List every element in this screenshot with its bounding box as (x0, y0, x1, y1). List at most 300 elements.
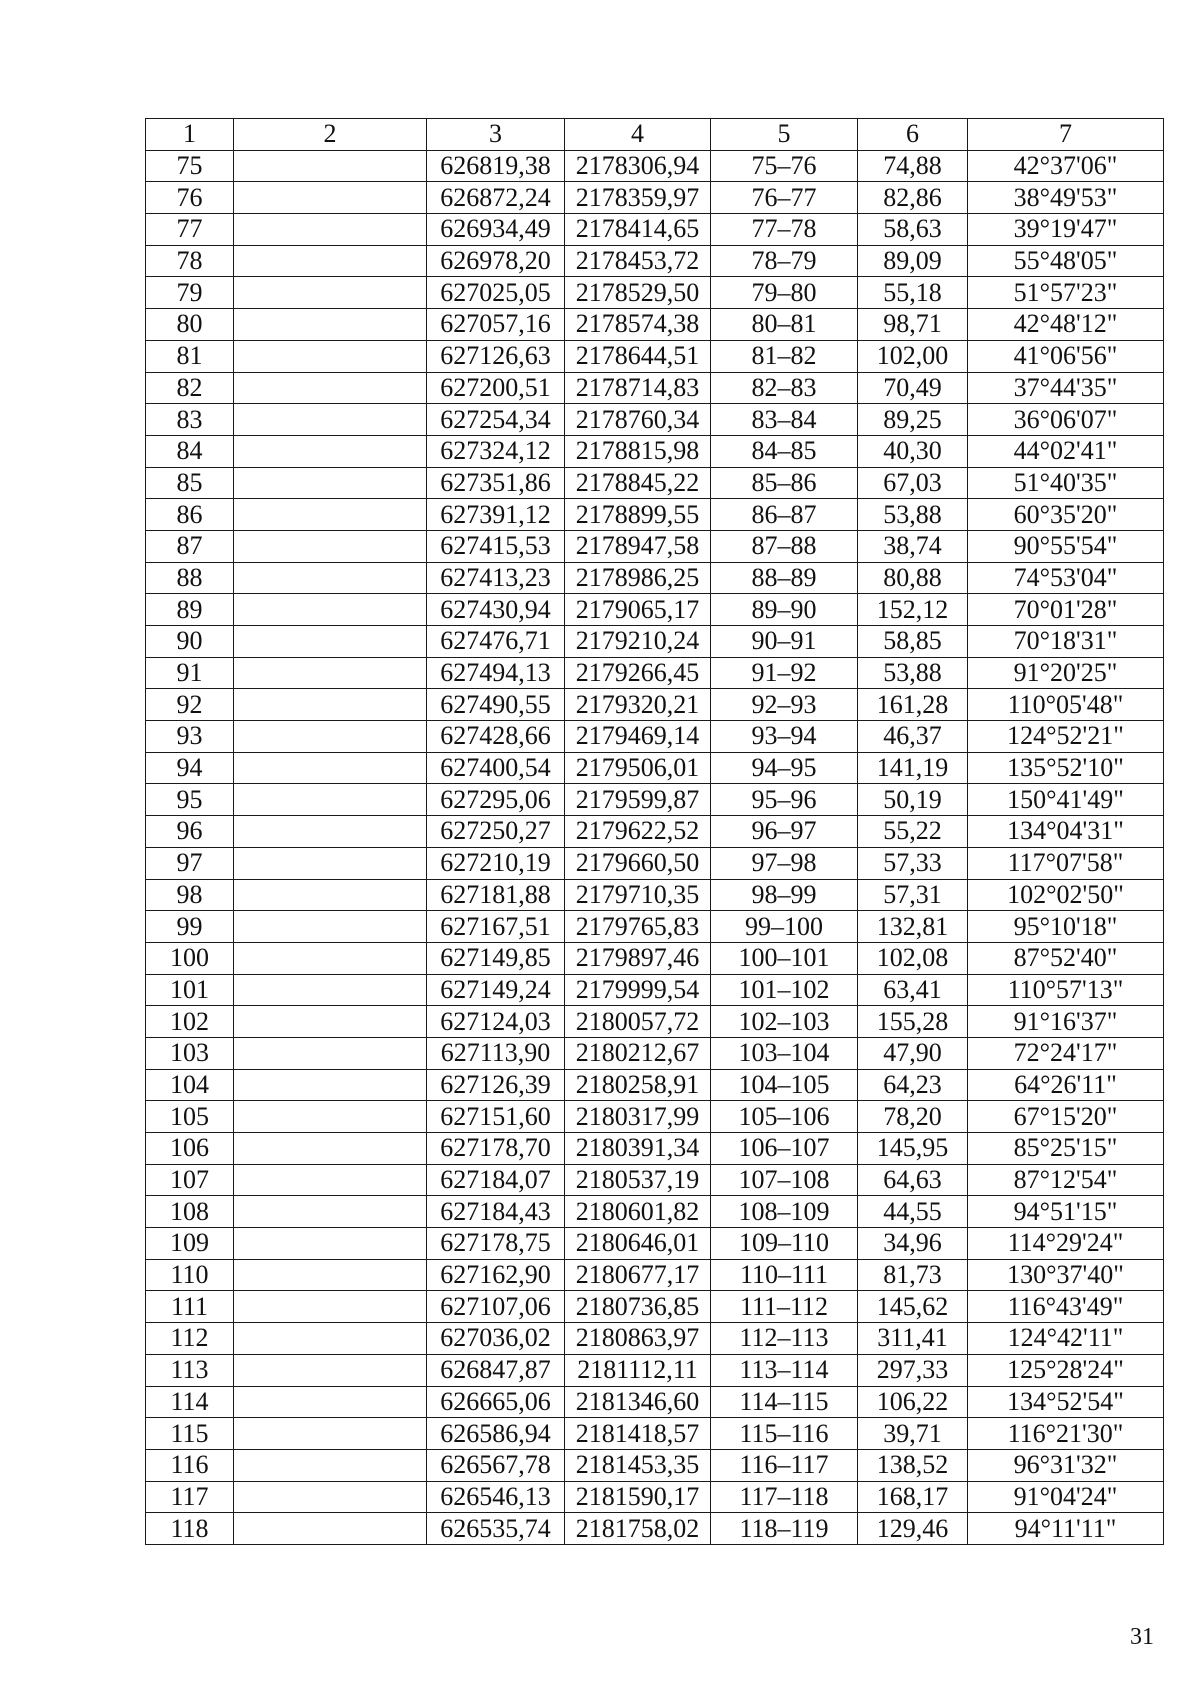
table-cell: 626546,13 (427, 1481, 565, 1513)
table-cell: 627391,12 (427, 499, 565, 531)
table-row (146, 847, 1164, 879)
table-cell: 113–114 (711, 1354, 858, 1386)
table-cell: 57,31 (858, 879, 968, 911)
table-cell: 2179622,52 (565, 816, 711, 848)
table-row (146, 1228, 1164, 1260)
table-cell: 91 (146, 657, 234, 689)
table-cell (234, 879, 427, 911)
table-cell: 2179320,21 (565, 689, 711, 721)
table-cell: 627057,16 (427, 309, 565, 341)
table-row (146, 1386, 1164, 1418)
table-cell: 627413,23 (427, 562, 565, 594)
table-cell: 38,74 (858, 530, 968, 562)
table-row (146, 689, 1164, 721)
table-cell (234, 1037, 427, 1069)
table-cell: 64,63 (858, 1164, 968, 1196)
table-cell: 627351,86 (427, 467, 565, 499)
table-cell: 2178453,72 (565, 245, 711, 277)
page-number: 31 (1130, 1624, 1154, 1650)
table-cell: 116°21'30" (968, 1418, 1164, 1450)
table-cell: 627167,51 (427, 911, 565, 943)
table-cell: 297,33 (858, 1354, 968, 1386)
table-cell: 70°01'28" (968, 594, 1164, 626)
table-cell: 2178845,22 (565, 467, 711, 499)
table-cell: 627200,51 (427, 372, 565, 404)
table-cell: 42°37'06" (968, 150, 1164, 182)
table-cell: 100 (146, 942, 234, 974)
table-cell: 627149,24 (427, 974, 565, 1006)
table-cell: 626819,38 (427, 150, 565, 182)
table-cell: 626567,78 (427, 1449, 565, 1481)
table-row (146, 1449, 1164, 1481)
table-cell: 55,18 (858, 277, 968, 309)
table-cell: 51°40'35" (968, 467, 1164, 499)
table-row (146, 1006, 1164, 1038)
table-row (146, 214, 1164, 246)
table-cell: 53,88 (858, 657, 968, 689)
table-row (146, 1354, 1164, 1386)
table-cell: 2178359,97 (565, 182, 711, 214)
table-cell: 155,28 (858, 1006, 968, 1038)
table-cell: 38°49'53" (968, 182, 1164, 214)
table-cell (234, 1418, 427, 1450)
table-cell (234, 594, 427, 626)
table-row (146, 1196, 1164, 1228)
table-cell: 626586,94 (427, 1418, 565, 1450)
table-row (146, 562, 1164, 594)
table-cell: 91°20'25" (968, 657, 1164, 689)
table-cell: 75–76 (711, 150, 858, 182)
table-cell: 57,33 (858, 847, 968, 879)
table-cell: 130°37'40" (968, 1259, 1164, 1291)
table-cell: 37°44'35" (968, 372, 1164, 404)
table-cell: 83 (146, 404, 234, 436)
table-cell: 2179897,46 (565, 942, 711, 974)
table-cell: 141,19 (858, 752, 968, 784)
table-row (146, 340, 1164, 372)
table-cell: 311,41 (858, 1323, 968, 1355)
table-cell: 116–117 (711, 1449, 858, 1481)
table-cell: 627107,06 (427, 1291, 565, 1323)
table-cell (234, 245, 427, 277)
table-row (146, 499, 1164, 531)
table-row (146, 1037, 1164, 1069)
table-row (146, 1513, 1164, 1545)
table-cell: 124°42'11" (968, 1323, 1164, 1355)
column-header: 2 (234, 119, 427, 151)
table-cell: 99 (146, 911, 234, 943)
table-row (146, 245, 1164, 277)
table-cell: 109–110 (711, 1228, 858, 1260)
table-cell: 97–98 (711, 847, 858, 879)
table-cell: 627162,90 (427, 1259, 565, 1291)
table-cell (234, 1133, 427, 1165)
table-row (146, 1259, 1164, 1291)
table-cell: 87–88 (711, 530, 858, 562)
table-cell: 91–92 (711, 657, 858, 689)
table-cell (234, 689, 427, 721)
table-row (146, 150, 1164, 182)
table-row (146, 372, 1164, 404)
table-cell (234, 1481, 427, 1513)
table-cell: 70,49 (858, 372, 968, 404)
table-row (146, 879, 1164, 911)
table-cell: 105 (146, 1101, 234, 1133)
table-cell: 80 (146, 309, 234, 341)
table-cell: 89–90 (711, 594, 858, 626)
table-cell: 95°10'18" (968, 911, 1164, 943)
table-cell: 627490,55 (427, 689, 565, 721)
table-cell: 627151,60 (427, 1101, 565, 1133)
table-cell: 108 (146, 1196, 234, 1228)
table-cell: 90°55'54" (968, 530, 1164, 562)
table-cell (234, 499, 427, 531)
table-row (146, 594, 1164, 626)
table-cell: 2178947,58 (565, 530, 711, 562)
table-cell: 55°48'05" (968, 245, 1164, 277)
table-cell: 86 (146, 499, 234, 531)
table-cell: 111–112 (711, 1291, 858, 1323)
table-cell: 47,90 (858, 1037, 968, 1069)
table-cell: 96–97 (711, 816, 858, 848)
table-cell: 626665,06 (427, 1386, 565, 1418)
table-cell: 2179765,83 (565, 911, 711, 943)
table-cell: 78 (146, 245, 234, 277)
table-cell: 626847,87 (427, 1354, 565, 1386)
table-cell: 2180601,82 (565, 1196, 711, 1228)
table-cell: 116°43'49" (968, 1291, 1164, 1323)
table-cell: 2179506,01 (565, 752, 711, 784)
table-cell: 150°41'49" (968, 784, 1164, 816)
table-cell: 2181453,35 (565, 1449, 711, 1481)
table-cell: 102°02'50" (968, 879, 1164, 911)
table-cell: 2179710,35 (565, 879, 711, 911)
table-cell: 89,09 (858, 245, 968, 277)
table-cell: 2180646,01 (565, 1228, 711, 1260)
table-cell: 91°04'24" (968, 1481, 1164, 1513)
table-row (146, 626, 1164, 658)
table-cell: 42°48'12" (968, 309, 1164, 341)
table-cell: 627324,12 (427, 435, 565, 467)
table-cell: 95 (146, 784, 234, 816)
table-cell: 2178714,83 (565, 372, 711, 404)
table-cell: 102 (146, 1006, 234, 1038)
table-cell: 72°24'17" (968, 1037, 1164, 1069)
table-cell: 55,22 (858, 816, 968, 848)
table-cell: 2180863,97 (565, 1323, 711, 1355)
table-cell (234, 752, 427, 784)
table-row (146, 435, 1164, 467)
table-cell: 85 (146, 467, 234, 499)
table-cell (234, 1449, 427, 1481)
table-cell: 118 (146, 1513, 234, 1545)
table-cell: 110–111 (711, 1259, 858, 1291)
table-cell: 44,55 (858, 1196, 968, 1228)
table-cell: 109 (146, 1228, 234, 1260)
table-cell: 2180317,99 (565, 1101, 711, 1133)
table-cell (234, 721, 427, 753)
table-cell: 627184,43 (427, 1196, 565, 1228)
table-cell: 627178,70 (427, 1133, 565, 1165)
column-header: 1 (146, 119, 234, 151)
table-cell: 2181590,17 (565, 1481, 711, 1513)
table-cell (234, 404, 427, 436)
table-cell: 145,62 (858, 1291, 968, 1323)
table-cell: 82 (146, 372, 234, 404)
table-cell: 2180677,17 (565, 1259, 711, 1291)
table-cell (234, 1196, 427, 1228)
table-cell: 627254,34 (427, 404, 565, 436)
table-cell: 94–95 (711, 752, 858, 784)
table-cell: 67,03 (858, 467, 968, 499)
table-cell: 627428,66 (427, 721, 565, 753)
table-cell: 135°52'10" (968, 752, 1164, 784)
table-cell: 53,88 (858, 499, 968, 531)
table-cell: 76–77 (711, 182, 858, 214)
table-cell: 110 (146, 1259, 234, 1291)
table-cell: 67°15'20" (968, 1101, 1164, 1133)
table-cell: 79–80 (711, 277, 858, 309)
table-cell: 2180537,19 (565, 1164, 711, 1196)
table-cell: 82,86 (858, 182, 968, 214)
table-cell: 2179999,54 (565, 974, 711, 1006)
table-cell: 89,25 (858, 404, 968, 436)
table-cell: 106 (146, 1133, 234, 1165)
table-cell (234, 974, 427, 1006)
table-cell (234, 1354, 427, 1386)
table-cell (234, 435, 427, 467)
table-cell: 627184,07 (427, 1164, 565, 1196)
table-cell (234, 1006, 427, 1038)
table-cell: 2179210,24 (565, 626, 711, 658)
table-cell: 81,73 (858, 1259, 968, 1291)
table-cell (234, 1513, 427, 1545)
column-header: 3 (427, 119, 565, 151)
table-cell: 2178414,65 (565, 214, 711, 246)
table-row (146, 657, 1164, 689)
table-cell (234, 214, 427, 246)
table-row (146, 1481, 1164, 1513)
table-cell (234, 340, 427, 372)
table-cell: 106–107 (711, 1133, 858, 1165)
table-cell: 101 (146, 974, 234, 1006)
table-cell: 36°06'07" (968, 404, 1164, 436)
table-cell: 91°16'37" (968, 1006, 1164, 1038)
table-cell: 2179599,87 (565, 784, 711, 816)
table-cell (234, 816, 427, 848)
table-row (146, 721, 1164, 753)
table-cell: 39°19'47" (968, 214, 1164, 246)
table-cell: 107 (146, 1164, 234, 1196)
table-cell: 83–84 (711, 404, 858, 436)
table-cell: 102–103 (711, 1006, 858, 1038)
table-cell: 85–86 (711, 467, 858, 499)
table-cell: 117 (146, 1481, 234, 1513)
table-cell (234, 562, 427, 594)
table-cell: 81–82 (711, 340, 858, 372)
table-cell: 102,00 (858, 340, 968, 372)
table-cell: 90 (146, 626, 234, 658)
table-cell: 116 (146, 1449, 234, 1481)
table-cell: 110°57'13" (968, 974, 1164, 1006)
table-cell: 99–100 (711, 911, 858, 943)
table-row (146, 277, 1164, 309)
table-cell: 115 (146, 1418, 234, 1450)
table-cell: 2179660,50 (565, 847, 711, 879)
table-cell: 76 (146, 182, 234, 214)
table-cell: 87 (146, 530, 234, 562)
table-cell: 626934,49 (427, 214, 565, 246)
table-cell: 627400,54 (427, 752, 565, 784)
table-cell: 98,71 (858, 309, 968, 341)
table-cell: 627430,94 (427, 594, 565, 626)
table-cell: 104–105 (711, 1069, 858, 1101)
table-cell: 106,22 (858, 1386, 968, 1418)
table-cell: 2178644,51 (565, 340, 711, 372)
table-cell: 87°12'54" (968, 1164, 1164, 1196)
table-cell: 113 (146, 1354, 234, 1386)
table-cell: 627494,13 (427, 657, 565, 689)
table-cell: 75 (146, 150, 234, 182)
table-cell: 627149,85 (427, 942, 565, 974)
table-body (146, 150, 1164, 1544)
table-cell: 2178815,98 (565, 435, 711, 467)
table-cell: 103–104 (711, 1037, 858, 1069)
column-header: 7 (968, 119, 1164, 151)
table-cell (234, 372, 427, 404)
table-cell (234, 150, 427, 182)
table-cell (234, 1069, 427, 1101)
table-cell (234, 182, 427, 214)
table-cell: 105–106 (711, 1101, 858, 1133)
table-row (146, 404, 1164, 436)
table-cell (234, 277, 427, 309)
column-header: 6 (858, 119, 968, 151)
table-cell: 626535,74 (427, 1513, 565, 1545)
table-cell (234, 942, 427, 974)
table-cell (234, 1228, 427, 1260)
table-cell: 94°51'15" (968, 1196, 1164, 1228)
table-row (146, 467, 1164, 499)
table-cell: 627113,90 (427, 1037, 565, 1069)
table-row (146, 530, 1164, 562)
table-cell: 98–99 (711, 879, 858, 911)
table-cell: 2178899,55 (565, 499, 711, 531)
table-cell (234, 847, 427, 879)
table-cell (234, 1291, 427, 1323)
table-cell: 118–119 (711, 1513, 858, 1545)
table-cell: 60°35'20" (968, 499, 1164, 531)
table-cell: 627036,02 (427, 1323, 565, 1355)
table-row (146, 309, 1164, 341)
table-cell: 627210,19 (427, 847, 565, 879)
table-row (146, 1291, 1164, 1323)
table-cell: 80–81 (711, 309, 858, 341)
table-row (146, 1133, 1164, 1165)
table-cell: 58,85 (858, 626, 968, 658)
table-cell: 627178,75 (427, 1228, 565, 1260)
table-cell: 70°18'31" (968, 626, 1164, 658)
table-row (146, 1069, 1164, 1101)
table-cell: 101–102 (711, 974, 858, 1006)
table-cell: 80,88 (858, 562, 968, 594)
table-cell: 98 (146, 879, 234, 911)
column-header: 5 (711, 119, 858, 151)
table-cell: 117–118 (711, 1481, 858, 1513)
table-cell (234, 626, 427, 658)
table-cell: 115–116 (711, 1418, 858, 1450)
table-cell: 627415,53 (427, 530, 565, 562)
table-cell (234, 1259, 427, 1291)
table-cell: 124°52'21" (968, 721, 1164, 753)
table-cell: 92 (146, 689, 234, 721)
table-cell: 2180057,72 (565, 1006, 711, 1038)
table-cell: 627295,06 (427, 784, 565, 816)
table-cell: 86–87 (711, 499, 858, 531)
table-cell: 2178529,50 (565, 277, 711, 309)
table-cell (234, 309, 427, 341)
table-cell: 168,17 (858, 1481, 968, 1513)
table-row (146, 182, 1164, 214)
table-cell (234, 1101, 427, 1133)
table-cell: 152,12 (858, 594, 968, 626)
table-cell: 58,63 (858, 214, 968, 246)
table-cell: 102,08 (858, 942, 968, 974)
table-cell: 138,52 (858, 1449, 968, 1481)
table-cell (234, 1386, 427, 1418)
table-cell: 627126,63 (427, 340, 565, 372)
table-cell: 626978,20 (427, 245, 565, 277)
table-cell: 627124,03 (427, 1006, 565, 1038)
table-cell: 64°26'11" (968, 1069, 1164, 1101)
table-cell: 79 (146, 277, 234, 309)
table-cell: 34,96 (858, 1228, 968, 1260)
table-cell: 93–94 (711, 721, 858, 753)
table-cell: 2181418,57 (565, 1418, 711, 1450)
table-cell: 627476,71 (427, 626, 565, 658)
table-cell: 2179065,17 (565, 594, 711, 626)
table-cell: 112–113 (711, 1323, 858, 1355)
table-cell: 2180258,91 (565, 1069, 711, 1101)
coordinates-table (145, 118, 1164, 1545)
table-cell: 81 (146, 340, 234, 372)
table-cell: 97 (146, 847, 234, 879)
table-cell: 93 (146, 721, 234, 753)
table-cell: 78,20 (858, 1101, 968, 1133)
table-cell: 74°53'04" (968, 562, 1164, 594)
table-cell: 39,71 (858, 1418, 968, 1450)
table-cell: 96 (146, 816, 234, 848)
table-cell: 41°06'56" (968, 340, 1164, 372)
table-cell: 2181112,11 (565, 1354, 711, 1386)
table-cell: 132,81 (858, 911, 968, 943)
table-cell: 77–78 (711, 214, 858, 246)
table-cell (234, 657, 427, 689)
table-cell: 88–89 (711, 562, 858, 594)
table-cell: 108–109 (711, 1196, 858, 1228)
table-cell: 88 (146, 562, 234, 594)
table-cell: 129,46 (858, 1513, 968, 1545)
table-cell: 2180212,67 (565, 1037, 711, 1069)
table-cell (234, 1323, 427, 1355)
table-cell: 63,41 (858, 974, 968, 1006)
table-cell: 92–93 (711, 689, 858, 721)
table-cell: 103 (146, 1037, 234, 1069)
table-cell: 114 (146, 1386, 234, 1418)
table-cell: 627181,88 (427, 879, 565, 911)
table-cell: 90–91 (711, 626, 858, 658)
table-cell: 94°11'11" (968, 1513, 1164, 1545)
